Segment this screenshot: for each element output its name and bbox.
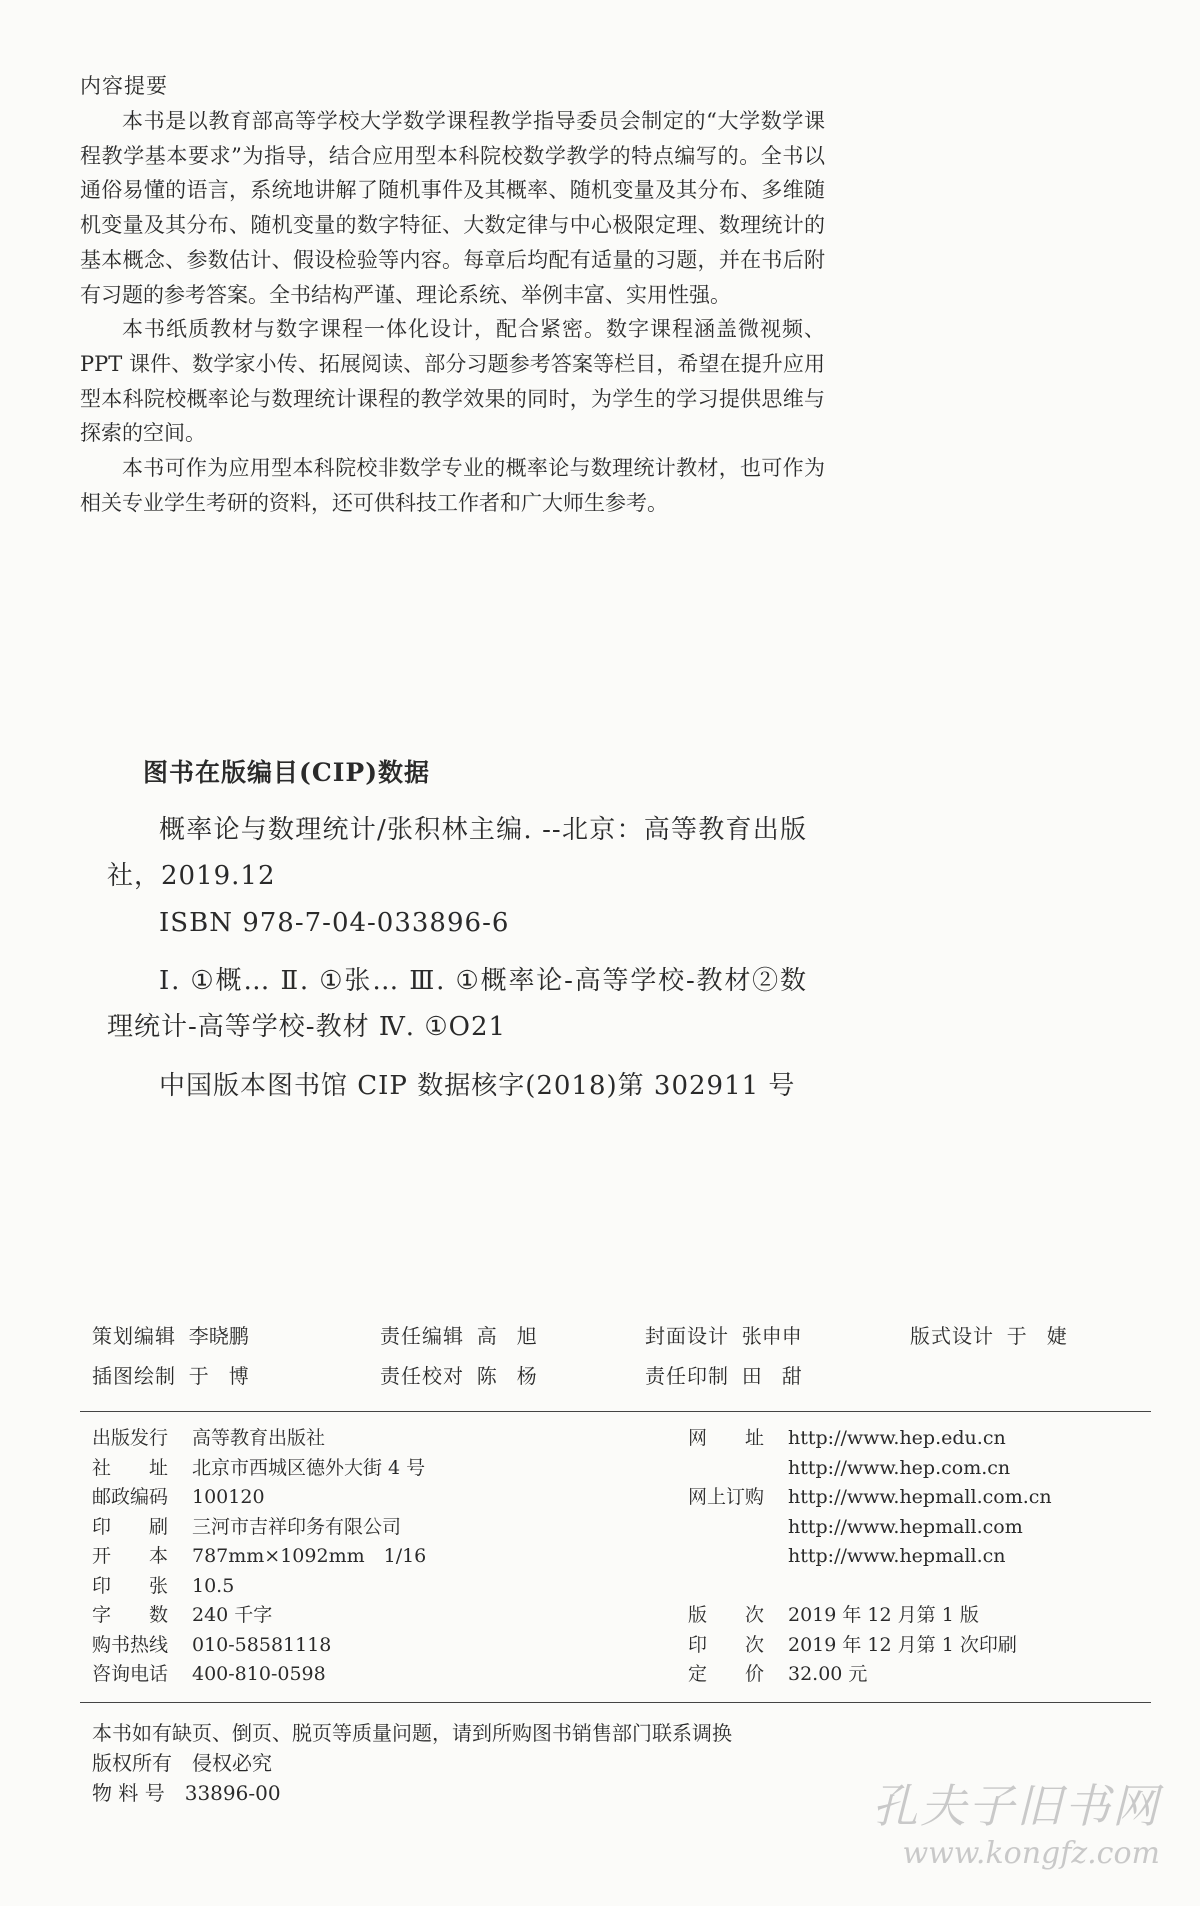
pub-label: 开 本 [92,1545,169,1567]
quality-note: 本书如有缺页、倒页、脱页等质量问题，请到所购图书销售部门联系调换 [92,1721,732,1745]
pub-row-wordcount [92,1601,426,1631]
staff-name: 张申申 [741,1324,802,1348]
pub-row-website [688,1454,1052,1484]
pub-value: 三河市吉祥印务有限公司 [192,1515,402,1538]
pub-row-format [92,1542,426,1572]
staff-role: 插图绘制 [92,1364,176,1388]
abstract-body [80,104,825,520]
pub-row-website [688,1424,1052,1454]
cip-title-line: 概率论与数理统计/张积林主编. --北京：高等教育出版社，2019.12 [107,815,807,891]
pub-value: 高等教育出版社 [192,1427,326,1449]
pub-row-publisher [92,1424,426,1454]
pub-label: 社 址 [92,1456,169,1479]
staff-role: 封面设计 [645,1324,729,1348]
material-number: 物 料 号 33896-00 [92,1781,281,1805]
staff-role: 责任印制 [645,1364,729,1388]
pub-value: 北京市西城区德外大街 4 号 [192,1456,426,1479]
cip-isbn: ISBN 978-7-04-033896-6 [159,908,510,938]
pub-value: 32.00 元 [788,1663,868,1685]
divider [80,1411,1151,1412]
staff-name: 于 博 [188,1364,249,1388]
staff-credit [910,1320,1067,1349]
abstract-paragraph: 本书纸质教材与数字课程一体化设计，配合紧密。数字课程涵盖微视频、PPT 课件、数学家小传、拓展阅读、部分习题参考答案等栏目，希望在提升应用型本科院校概率论与数理统计课程的教学效果的同时，为学生的学习提供思维与探索的空间。 [80,317,825,446]
pub-row-order [688,1513,1052,1543]
abstract-paragraph: 本书可作为应用型本科院校非数学专业的概率论与数理统计教材，也可作为相关专业学生考研的资料，还可供科技工作者和广大师生参考。 [80,456,825,515]
pub-label: 印 刷 [92,1515,169,1538]
pub-value: 100120 [192,1486,265,1508]
cip-number-block [107,1063,807,1109]
staff-role: 版式设计 [910,1324,994,1348]
staff-credit [92,1360,249,1389]
pub-row-address [92,1454,426,1484]
pub-label: 印 张 [92,1574,169,1597]
pub-row-sheets [92,1572,426,1602]
pub-url[interactable]: http://www.hepmall.cn [788,1545,1006,1567]
pub-label: 网 址 [688,1427,765,1449]
staff-role: 策划编辑 [92,1324,176,1348]
staff-credit [380,1360,537,1389]
watermark-url: www.kongfz.com [902,1836,1160,1871]
staff-name: 李晓鹏 [188,1324,249,1348]
pub-row-price [688,1660,1052,1690]
pub-label: 邮政编码 [92,1486,169,1508]
footer-notes [92,1718,732,1808]
pub-value: 010-58581118 [192,1633,332,1656]
pub-label: 定 价 [688,1663,765,1685]
watermark-brand: 孔夫子旧书网 [872,1779,1160,1833]
staff-role: 责任校对 [380,1364,464,1388]
pub-row-inquiry [92,1660,426,1690]
pub-label: 购书热线 [92,1633,169,1656]
cip-heading: 图书在版编目(CIP)数据 [143,758,431,787]
pub-label: 字 数 [92,1604,169,1626]
pub-url[interactable]: http://www.hepmall.com.cn [788,1486,1052,1508]
pub-label: 出版发行 [92,1427,169,1449]
staff-name: 田 甜 [741,1364,802,1388]
pub-label: 网上订购 [688,1486,765,1508]
pub-label: 版 次 [688,1604,765,1626]
pub-url[interactable]: http://www.hepmall.com [788,1515,1023,1538]
pub-value: 2019 年 12 月第 1 次印刷 [788,1633,1017,1656]
staff-credit [92,1320,249,1349]
staff-credit [645,1320,802,1349]
staff-name: 于 婕 [1006,1324,1067,1348]
pub-label: 印 次 [688,1633,765,1656]
pub-row-edition [688,1601,1052,1631]
abstract-paragraph: 本书是以教育部高等学校大学数学课程教学指导委员会制定的“大学数学课程教学基本要求”为指导，结合应用型本科院校数学教学的特点编写的。全书以通俗易懂的语言，系统地讲解了随机事件及其概率、随机变量及其分布、多维随机变量及其分布、随机变量的数字特征、大数定律与中心极限定理、数理统计的基本概念、参数估计、假设检验等内容。每章后均配有适量的习题，并在书后附有习题的参考答案。全书结构严谨、理论系统、举例丰富、实用性强。 [80,109,825,307]
pub-value: 2019 年 12 月第 1 版 [788,1604,979,1626]
pub-row-printer [92,1513,426,1543]
cip-number: 中国版本图书馆 CIP 数据核字(2018)第 302911 号 [159,1071,796,1101]
pub-url[interactable]: http://www.hep.edu.cn [788,1427,1006,1449]
pub-value: 400-810-0598 [192,1663,326,1685]
staff-role: 责任编辑 [380,1324,464,1348]
publication-info-left [92,1424,426,1690]
pub-row-blank [688,1572,1052,1602]
pub-label: 咨询电话 [92,1663,169,1685]
pub-value: 240 千字 [192,1604,273,1626]
pub-row-postcode [92,1483,426,1513]
staff-credit [645,1360,802,1389]
pub-row-printing [688,1631,1052,1661]
pub-value: 10.5 [192,1574,235,1597]
cip-classification: Ⅰ. ①概… Ⅱ. ①张… Ⅲ. ①概率论-高等学校-教材②数理统计-高等学校-教材 Ⅳ. ①O21 [107,966,807,1042]
copyright-note: 版权所有 侵权必究 [92,1751,272,1775]
staff-name: 陈 杨 [476,1364,537,1388]
pub-url[interactable]: http://www.hep.com.cn [788,1456,1011,1479]
cip-classification-block [107,958,807,1050]
pub-row-order [688,1483,1052,1513]
pub-row-hotline [92,1631,426,1661]
staff-name: 高 旭 [476,1324,537,1348]
abstract-title: 内容提要 [80,74,168,98]
staff-credit [380,1320,537,1349]
cip-isbn-block [107,900,807,946]
pub-value: 787mm×1092mm 1/16 [192,1545,427,1567]
divider [80,1702,1151,1703]
cip-title-block [107,807,807,899]
pub-row-order [688,1542,1052,1572]
publication-info-right [688,1424,1052,1690]
